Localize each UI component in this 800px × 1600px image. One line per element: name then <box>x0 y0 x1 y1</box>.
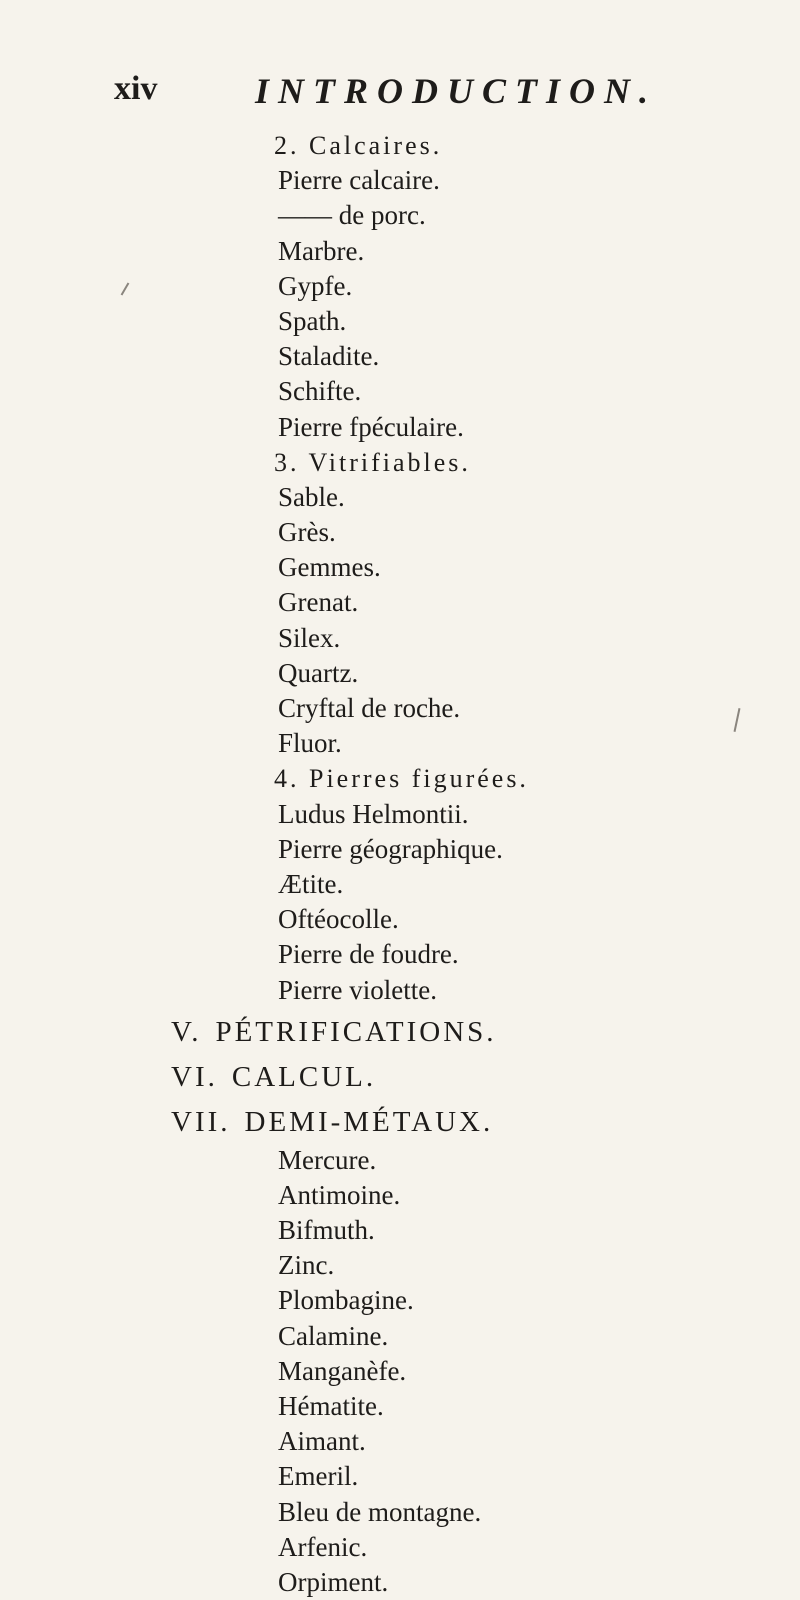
list-item: —— de porc. <box>278 200 426 231</box>
list-item: Pierre géographique. <box>278 833 503 864</box>
list-item: Plombagine. <box>278 1285 414 1316</box>
list-item: Zinc. <box>278 1250 335 1281</box>
list-item: Silex. <box>278 622 341 653</box>
subhead-pierres-figurees: 4. Pierres figurées. <box>274 764 529 794</box>
list-item: Aimant. <box>278 1426 366 1457</box>
list-item: Staladite. <box>278 341 380 372</box>
section-calcul <box>0 1057 800 1098</box>
list-item: Pierre de foudre. <box>278 939 459 970</box>
list-item: Spath. <box>278 305 347 336</box>
page-number: xiv <box>114 70 158 107</box>
list-item: Mercure. <box>278 1144 377 1175</box>
subhead-vitrifiables: 3. Vitrifiables. <box>274 447 471 477</box>
list-item: Calamine. <box>278 1320 389 1351</box>
list-item: Hématite. <box>278 1391 384 1421</box>
list-item: Ludus Helmontii. <box>278 798 469 829</box>
list-item: Manganèfe. <box>278 1355 407 1386</box>
section-numeral: VI. <box>171 1060 218 1093</box>
list-item: Pierre fpéculaire. <box>278 411 464 442</box>
list-item: Grenat. <box>278 587 359 618</box>
section-title: PÉTRIFICATIONS. <box>215 1015 497 1048</box>
section-numeral: V. <box>171 1015 202 1048</box>
list-item: Emeril. <box>278 1461 359 1492</box>
subhead-calcaires: 2. Calcaires. <box>274 131 443 160</box>
list-item: Gypfe. <box>278 270 353 301</box>
list-item: Bifmuth. <box>278 1215 375 1246</box>
list-item: Antimoine. <box>278 1179 401 1210</box>
page-header <box>0 70 800 120</box>
list-item: Arfenic. <box>278 1531 368 1562</box>
list-item: Marbre. <box>278 235 365 266</box>
list-item: Ætite. <box>278 868 344 899</box>
list-item: Pierre calcaire. <box>278 165 440 196</box>
list-item: Oftéocolle. <box>278 904 399 935</box>
list-item: Cryftal de roche. <box>278 693 461 723</box>
mineral-list <box>0 128 800 1600</box>
section-demi-metaux <box>0 1102 800 1143</box>
section-title: CALCUL. <box>231 1060 377 1093</box>
list-item: Fluor. <box>278 728 342 759</box>
list-item: Gemmes. <box>278 552 381 583</box>
section-title: DEMI-MÉTAUX. <box>244 1105 494 1138</box>
list-item: Sable. <box>278 481 345 512</box>
list-item: Pierre violette. <box>278 974 437 1005</box>
list-item: Schifte. <box>278 376 362 407</box>
list-item: Grès. <box>278 517 336 548</box>
section-petrifications <box>0 1012 800 1053</box>
section-numeral: VII. <box>171 1105 231 1138</box>
list-item: Bleu de montagne. <box>278 1496 482 1527</box>
list-item: Quartz. <box>278 657 359 688</box>
list-item: Orpiment. <box>278 1566 389 1597</box>
running-title: INTRODUCTION. <box>255 71 658 111</box>
